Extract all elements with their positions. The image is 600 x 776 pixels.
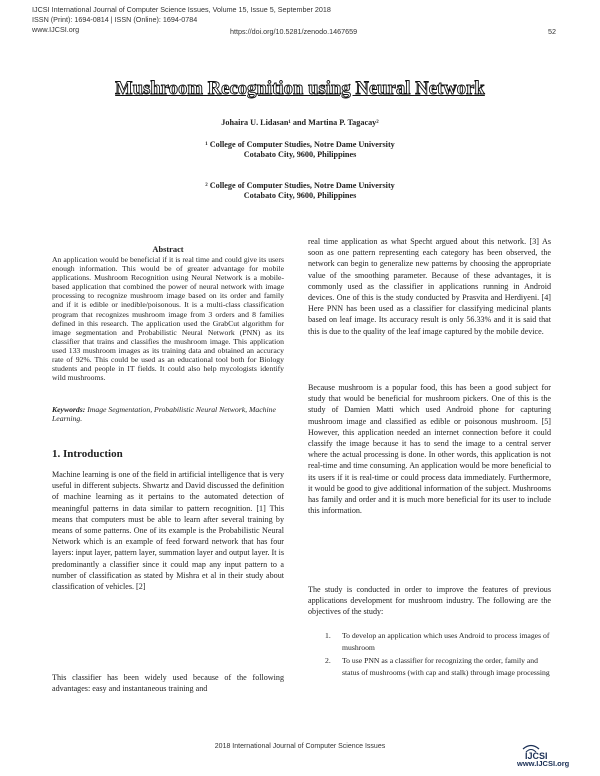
right-p1-text: real time application as what Specht argued about this network. [3] As soon as one pattern representing each category has been observed, the network can begin to generalize new patterns by choosing the appropriate value of the smoothing parameter. Because of these advantages, it is commonly used as the classifier in applications running in Android devices. One of this is the study conducted by Prasvita and Herdiyeni. [4] Here PNN has been used as a classifier for classifying medicinal plants based on leaf image. Its accuracy result is only 56.33% and it is said that this is due to the quality of the leaf image captured by the mobile device. xyxy=(308,237,551,336)
intro-p2-text: This classifier has been widely used because of the following advantages: easy and instantaneous training and xyxy=(52,673,284,694)
right-p3-text: The study is conducted in order to improve the features of previous applications development for mushroom industry. The following are the objectives of the study: xyxy=(308,585,551,617)
affiliation-2-line1: ² College of Computer Studies, Notre Dame University xyxy=(205,181,395,190)
journal-website[interactable]: www.IJCSI.org xyxy=(32,25,80,34)
logo-website[interactable]: www.IJCSI.org xyxy=(517,759,570,768)
right-paragraph-3 xyxy=(308,584,551,618)
doi-link[interactable]: https://doi.org/10.5281/zenodo.1467659 xyxy=(230,27,358,36)
right-paragraph-1 xyxy=(308,236,551,337)
right-p2-text: Because mushroom is a popular food, this has been a good subject for study that would be beneficial for mushroom pickers. One of this is the study of Damien Matti which used Android phone for capturing mushroom image and classified as edible or poisonous mushroom. [5] However, this application needed an internet connection before it could classify the image because it has to send the image to a central server where the actual processing is done. In other words, this application is not real-time and time consuming. An application would be more beneficial to its users if it is real-time or could process data immediately. Furthermore, it would be good to give additional information of the subject. Mushrooms has family and order and it is much more beneficial for its user to include this information. xyxy=(308,383,551,516)
abstract-heading: Abstract xyxy=(152,245,184,254)
affiliation-1-line2: Cotabato City, 9600, Philippines xyxy=(243,150,357,159)
intro-paragraph-2 xyxy=(52,672,284,694)
objective-text: To use PNN as a classifier for recognizing the order, family and status of mushrooms (with cap and stalk) through image processing xyxy=(342,656,550,677)
paper-title: Mushroom Recognition using Neural Network xyxy=(115,79,485,99)
logo-label: IJCSI xyxy=(525,751,548,761)
affiliation-2-line2: Cotabato City, 9600, Philippines xyxy=(243,191,357,200)
footer-copyright: 2018 International Journal of Computer Science Issues xyxy=(214,743,386,750)
objective-text: To develop an application which uses Android to process images of mushroom xyxy=(342,631,550,652)
objective-number: 2. xyxy=(325,656,331,665)
objective-number: 1. xyxy=(325,631,331,640)
abstract-body xyxy=(52,255,284,382)
introduction-heading: 1. Introduction xyxy=(52,448,123,460)
authors: Johaira U. Lidasan¹ and Martina P. Tagacay² xyxy=(221,118,379,127)
journal-header-line: IJCSI International Journal of Computer Science Issues, Volume 15, Issue 5, September 2018 xyxy=(32,5,331,14)
issn-line: ISSN (Print): 1694-0814 | ISSN (Online): 1694-0784 xyxy=(32,15,198,24)
page-number: 52 xyxy=(548,27,556,36)
intro-p1-text: Machine learning is one of the field in artificial intelligence that is very useful in different subjects. Shwartz and David discussed the definition of machine learning as it pertains to the automated detection of meaningful patterns in data similar to pattern recognition. [1] This means that computers must be able to learn after several training by means of some patterns. One of its example is the Probabilistic Neural Network which is an example of feed forward network that has four layers: input layer, pattern layer, summation layer and output layer. It is predominantly a classifier since it could map any input pattern to a number of classification as stated by Mishra et al in their study about classification of vehicles. [2] xyxy=(52,470,284,592)
keywords-text: Image Segmentation, Probabilistic Neural Network, Machine Learning. xyxy=(52,405,276,424)
keywords-label: Keywords: xyxy=(52,405,86,414)
right-paragraph-2 xyxy=(308,382,551,516)
affiliation-1-line1: ¹ College of Computer Studies, Notre Dame University xyxy=(205,140,395,149)
keywords xyxy=(52,405,284,423)
intro-paragraph-1 xyxy=(52,469,284,592)
abstract-text: An application would be beneficial if it is real time and could give its users enough information. This would be of greater advantage for mobile applications. Mushroom Recognition using Neural Network is a mobile-based application that combined the power of neural network with image processing to recognize mushroom image based on its order and family and if it is edible or inedible/poisonous. It is a multi-class classification program that recognizes mushroom image from 3 orders and 8 families defined in this research. The application used the GrabCut algorithm for image segmentation and Probabilistic Neural Network (PNN) as its classifier that trains and classifies the mushroom image. This application used 133 mushroom images as its training data and obtained an accuracy rate of 92%. This could be used as an educational tool both for Biology students and people in IT fields. It could also help mycologists identify wild mushrooms. xyxy=(52,255,284,383)
